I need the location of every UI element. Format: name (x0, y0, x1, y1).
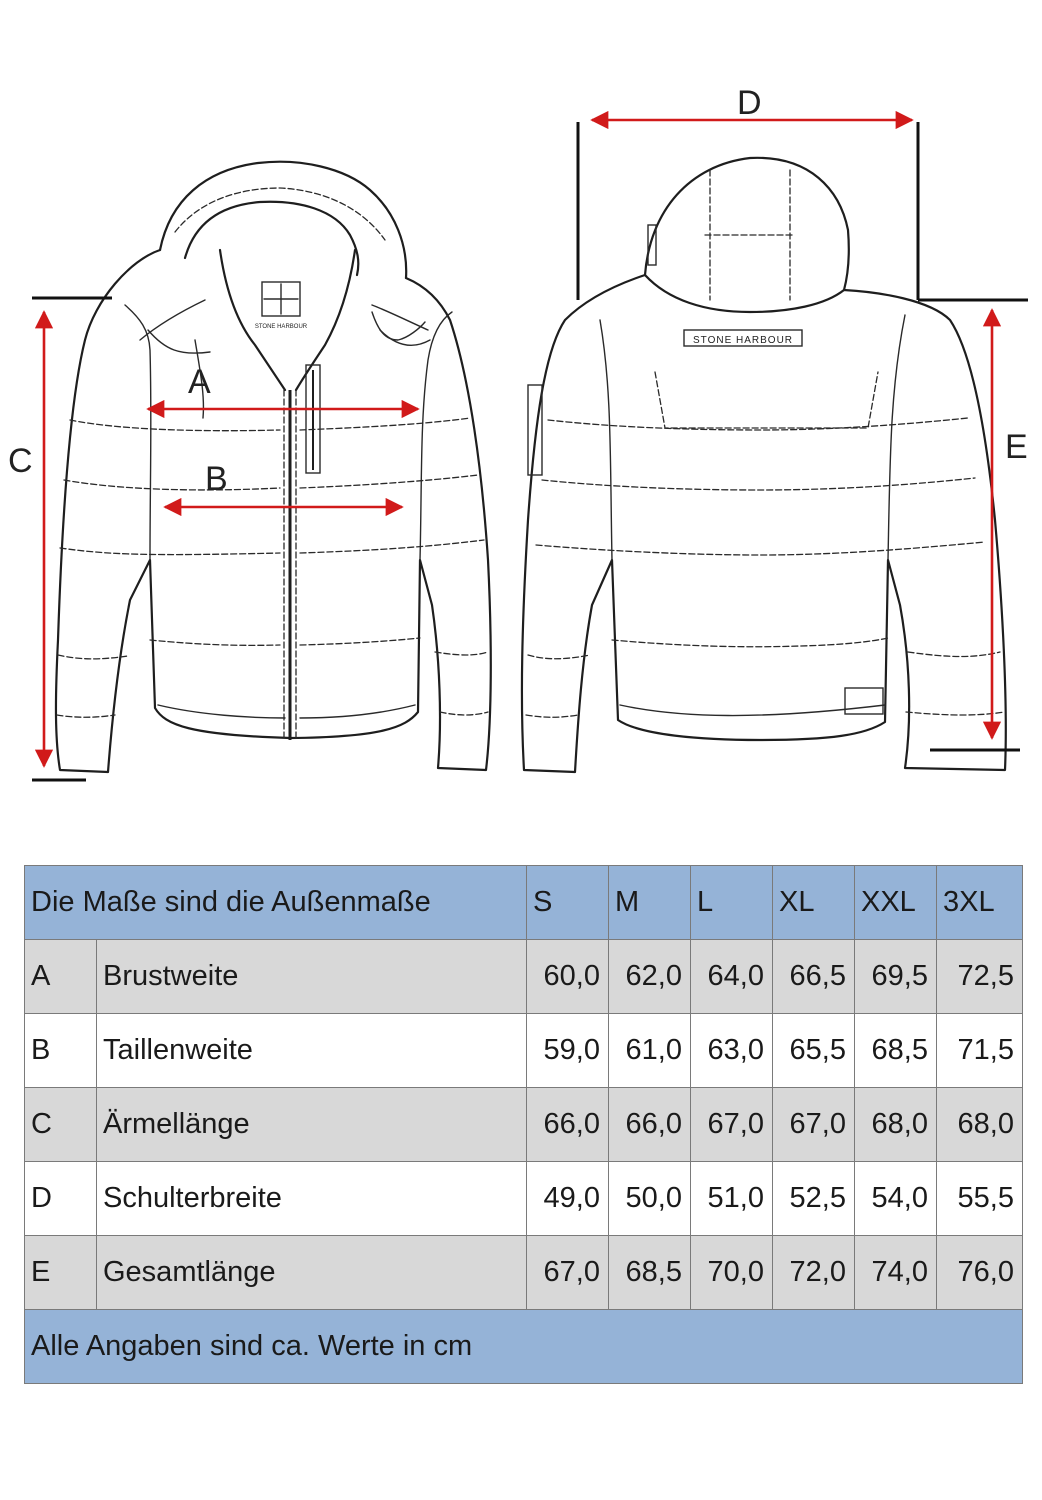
row-name: Schulterbreite (97, 1162, 527, 1236)
row-value: 49,0 (527, 1162, 609, 1236)
table-header-row (25, 866, 1023, 940)
size-header: M (609, 866, 691, 940)
row-value: 71,5 (937, 1014, 1023, 1088)
size-header: S (527, 866, 609, 940)
row-value: 60,0 (527, 940, 609, 1014)
label-c: C (8, 442, 33, 480)
row-value: 66,0 (609, 1088, 691, 1162)
row-name: Brustweite (97, 940, 527, 1014)
row-value: 65,5 (773, 1014, 855, 1088)
label-e: E (1005, 428, 1028, 466)
size-table (24, 865, 1023, 1384)
row-value: 72,5 (937, 940, 1023, 1014)
front-logo-text: STONE HARBOUR (254, 324, 308, 330)
row-value: 76,0 (937, 1236, 1023, 1310)
row-value: 68,0 (855, 1088, 937, 1162)
size-header: L (691, 866, 773, 940)
table-row (25, 1088, 1023, 1162)
row-value: 68,5 (609, 1236, 691, 1310)
row-value: 59,0 (527, 1014, 609, 1088)
back-patch-text: STONE HARBOUR (692, 335, 794, 346)
row-value: 67,0 (527, 1236, 609, 1310)
size-header: XL (773, 866, 855, 940)
row-value: 55,5 (937, 1162, 1023, 1236)
front-jacket-drawing (56, 162, 491, 772)
row-value: 72,0 (773, 1236, 855, 1310)
table-row (25, 1236, 1023, 1310)
row-value: 68,0 (937, 1088, 1023, 1162)
row-value: 68,5 (855, 1014, 937, 1088)
row-value: 69,5 (855, 940, 937, 1014)
row-value: 70,0 (691, 1236, 773, 1310)
label-b: B (205, 460, 228, 498)
size-header: 3XL (937, 866, 1023, 940)
row-value: 66,0 (527, 1088, 609, 1162)
row-value: 62,0 (609, 940, 691, 1014)
row-value: 67,0 (691, 1088, 773, 1162)
row-code: D (25, 1162, 97, 1236)
row-code: B (25, 1014, 97, 1088)
table-footer-row (25, 1310, 1023, 1384)
row-value: 50,0 (609, 1162, 691, 1236)
row-name: Ärmellänge (97, 1088, 527, 1162)
footer-note: Alle Angaben sind ca. Werte in cm (25, 1310, 1023, 1384)
row-value: 54,0 (855, 1162, 937, 1236)
row-code: C (25, 1088, 97, 1162)
row-name: Taillenweite (97, 1014, 527, 1088)
header-label: Die Maße sind die Außenmaße (25, 866, 527, 940)
row-code: E (25, 1236, 97, 1310)
table-row (25, 940, 1023, 1014)
row-value: 66,5 (773, 940, 855, 1014)
size-header: XXL (855, 866, 937, 940)
row-code: A (25, 940, 97, 1014)
row-value: 74,0 (855, 1236, 937, 1310)
row-value: 63,0 (691, 1014, 773, 1088)
label-a: A (188, 363, 211, 401)
row-value: 51,0 (691, 1162, 773, 1236)
row-value: 67,0 (773, 1088, 855, 1162)
row-name: Gesamtlänge (97, 1236, 527, 1310)
table-row (25, 1014, 1023, 1088)
row-value: 61,0 (609, 1014, 691, 1088)
label-d: D (737, 84, 762, 122)
table-row (25, 1162, 1023, 1236)
row-value: 64,0 (691, 940, 773, 1014)
row-value: 52,5 (773, 1162, 855, 1236)
back-jacket-drawing (522, 158, 1006, 772)
